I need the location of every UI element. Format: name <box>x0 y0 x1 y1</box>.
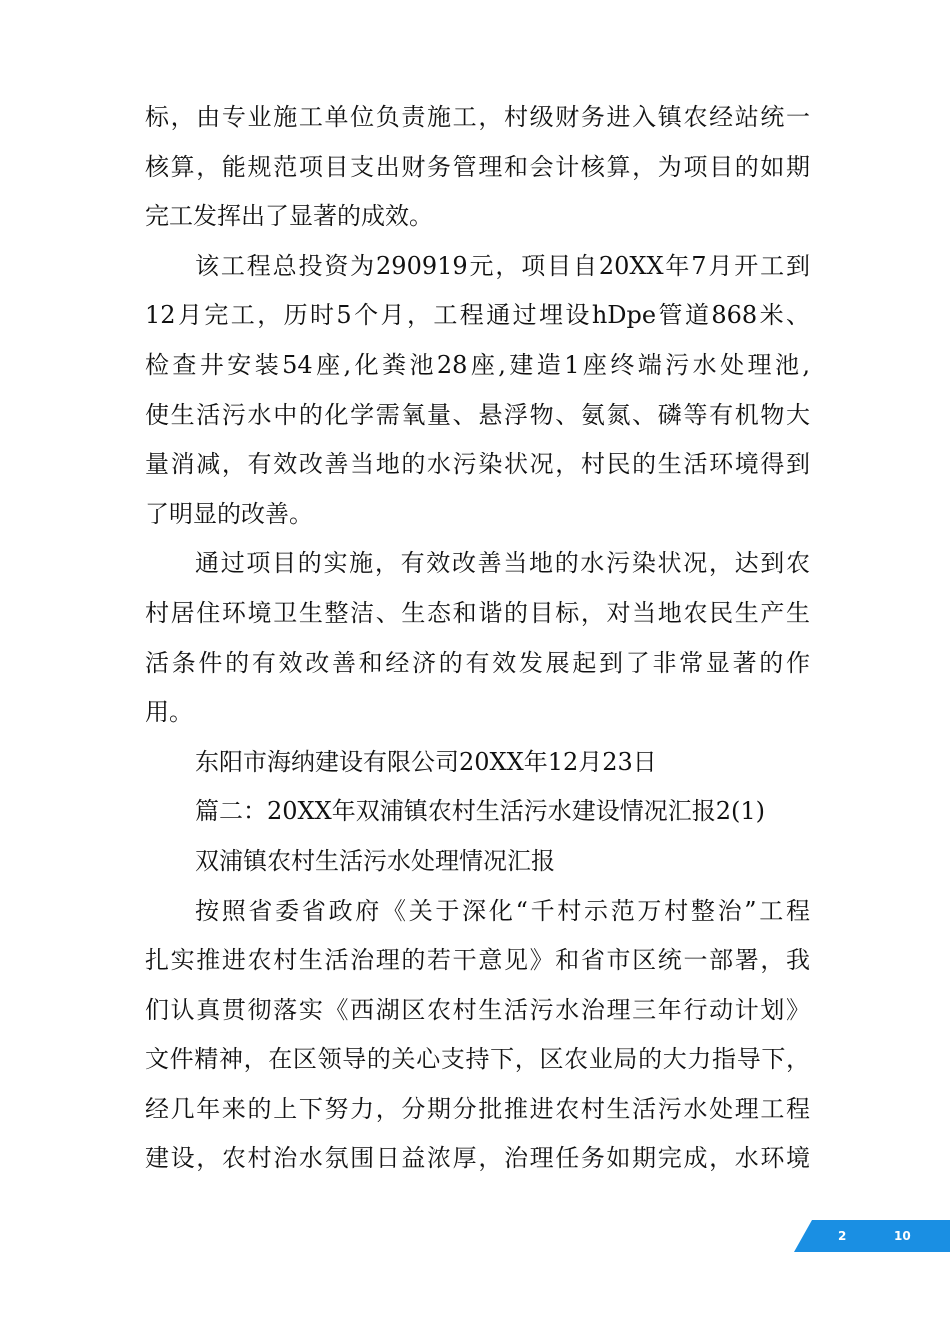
text-line: 核算，能规范项目支出财务管理和会计核算，为项目的如期 <box>145 152 810 181</box>
text-line: 们认真贯彻落实《西湖区农村生活污水治理三年行动计划》 <box>145 995 810 1024</box>
text-line: 了明显的改善。 <box>145 499 313 528</box>
text-line: 用。 <box>145 698 193 727</box>
text-line: 扎实推进农村生活治理的若干意见》和省市区统一部署，我 <box>145 946 810 975</box>
report-title: 双浦镇农村生活污水处理情况汇报 <box>195 846 555 875</box>
current-page-number: 2 <box>838 1229 847 1243</box>
text-line: 完工发挥出了显著的成效。 <box>145 202 433 231</box>
text-line: 建设，农村治水氛围日益浓厚，治理任务如期完成，水环境 <box>145 1144 810 1173</box>
text-line: 村居住环境卫生整洁、生态和谐的目标，对当地农民生产生 <box>145 598 810 627</box>
text-line: 量消减，有效改善当地的水污染状况，村民的生活环境得到 <box>145 450 810 479</box>
body-text <box>145 93 810 1184</box>
signature-line: 东阳市海纳建设有限公司20XX年12月23日 <box>195 747 657 776</box>
text-line: 经几年来的上下努力，分期分批推进农村生活污水处理工程 <box>145 1094 810 1123</box>
text-line: 活条件的有效改善和经济的有效发展起到了非常显著的作 <box>145 648 810 677</box>
text-line: 标，由专业施工单位负责施工，村级财务进入镇农经站统一 <box>145 103 810 131</box>
text-line: 12月完工，历时5个月，工程通过埋设hDpe管道868米、 <box>145 301 810 330</box>
text-line: 检查井安装54座,化粪池28座,建造1座终端污水处理池, <box>145 350 810 379</box>
text-line: 通过项目的实施，有效改善当地的水污染状况，达到农 <box>195 549 810 578</box>
page-indicator <box>794 1220 950 1252</box>
total-pages-number: 10 <box>894 1229 911 1243</box>
text-line: 使生活污水中的化学需氧量、悬浮物、氨氮、磷等有机物大 <box>145 400 810 429</box>
page-indicator-background <box>794 1220 950 1252</box>
text-line: 该工程总投资为290919元，项目自20XX年7月开工到 <box>195 251 810 280</box>
section-heading: 篇二：20XX年双浦镇农村生活污水建设情况汇报2(1) <box>195 797 765 826</box>
text-line: 文件精神，在区领导的关心支持下，区农业局的大力指导下， <box>145 1045 810 1074</box>
text-line: 按照省委省政府《关于深化“千村示范万村整治”工程 <box>195 896 810 925</box>
